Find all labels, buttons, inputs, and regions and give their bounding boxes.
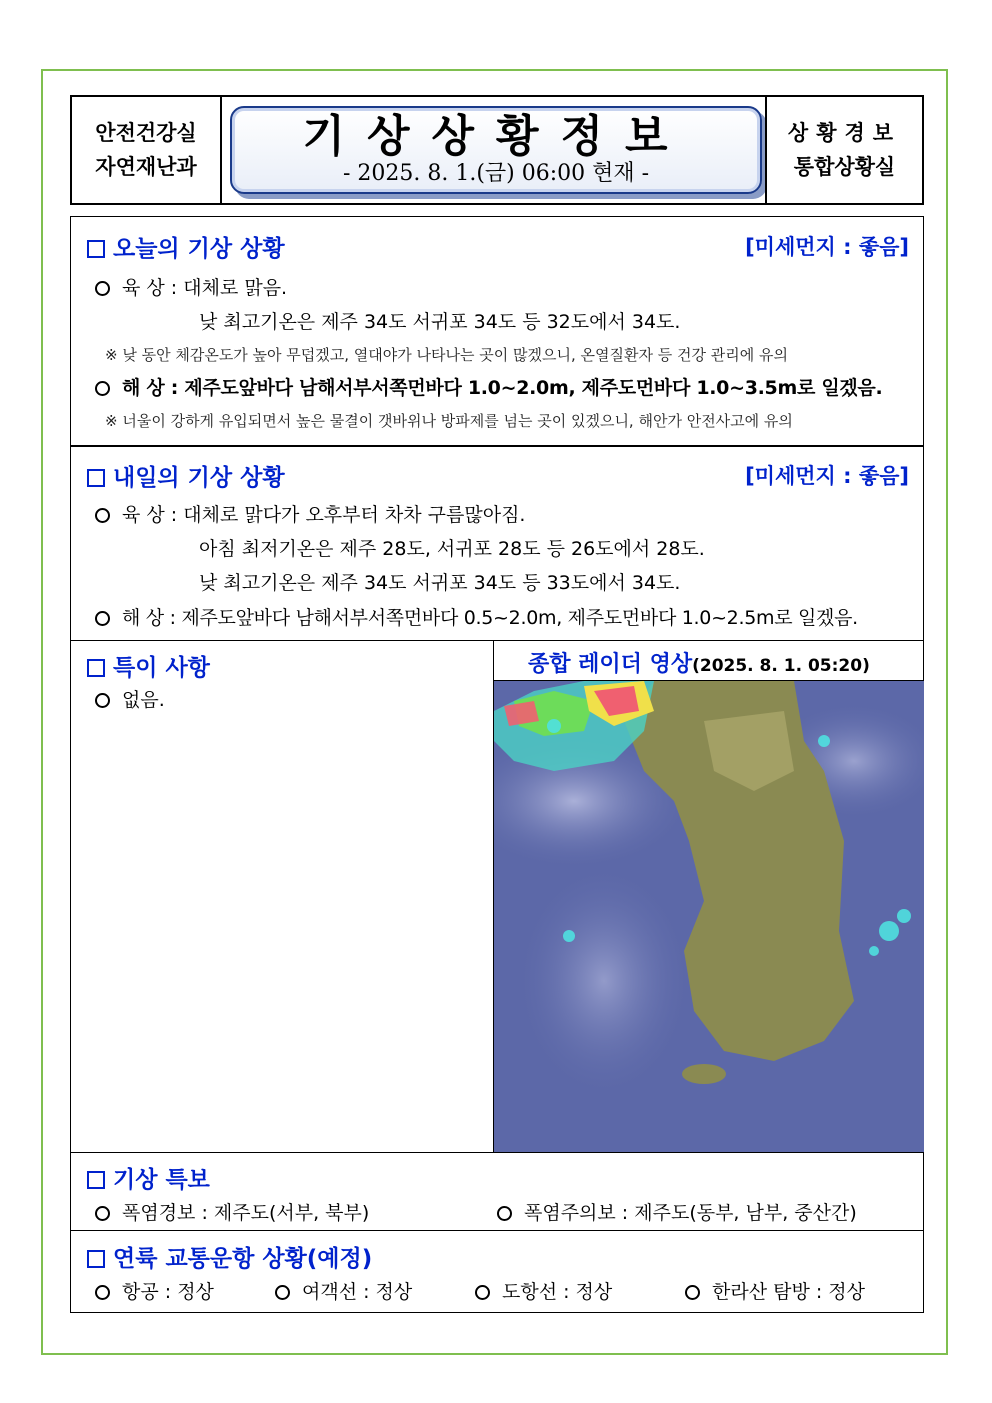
- circle-bullet-icon: [95, 508, 110, 523]
- today-section: [70, 216, 924, 446]
- checkbox-icon: [87, 1171, 105, 1189]
- circle-bullet-icon: [685, 1285, 700, 1300]
- special-title: 특이 사항: [87, 649, 210, 682]
- circle-bullet-icon: [95, 1206, 110, 1221]
- circle-bullet-icon: [95, 381, 110, 396]
- report-header: [70, 95, 924, 205]
- tomorrow-dust: [미세먼지 : 좋음]: [745, 464, 909, 488]
- today-land: 육 상 : 대체로 맑음.: [95, 273, 287, 300]
- radar-caption: [528, 647, 870, 678]
- warning-item-1: 폭염경보 : 제주도(서부, 북부): [95, 1198, 369, 1225]
- tomorrow-land: 육 상 : 대체로 맑다가 오후부터 차차 구름많아짐.: [95, 500, 525, 527]
- tomorrow-land-min: 아침 최저기온은 제주 28도, 서귀포 28도 등 26도에서 28도.: [199, 538, 705, 560]
- radar-image: [494, 681, 924, 1152]
- today-land-temp: 낮 최고기온은 제주 34도 서귀포 34도 등 32도에서 34도.: [199, 311, 681, 333]
- today-note-swell: ※ 너울이 강하게 유입되면서 높은 물결이 갯바위나 방파제를 넘는 곳이 있겠으니, 해안가 안전사고에 유의: [105, 412, 793, 430]
- issuer-left: [72, 97, 222, 203]
- issuer-division: 자연재난과: [95, 155, 197, 179]
- issuer-room: 통합상황실: [793, 155, 896, 179]
- radar-map-graphic: [494, 681, 924, 1152]
- traffic-item-ferry: 여객선 : 정상: [275, 1277, 412, 1304]
- checkbox-icon: [87, 240, 105, 258]
- checkbox-icon: [87, 469, 105, 487]
- warnings-title: 기상 특보: [87, 1161, 210, 1194]
- today-note-heat: ※ 낮 동안 체감온도가 높아 무덥겠고, 열대야가 나타나는 곳이 많겠으니, 온열질환자 등 건강 관리에 유의: [105, 346, 788, 364]
- traffic-section: [70, 1230, 924, 1313]
- circle-bullet-icon: [95, 611, 110, 626]
- today-sea: 해 상 : 제주도앞바다 남해서부서쪽먼바다 1.0~2.0m, 제주도먼바다 1.0~3.5m로 일겠음.: [95, 373, 882, 400]
- checkbox-icon: [87, 659, 105, 677]
- report-datetime: - 2025. 8. 1.(금) 06:00 현재 -: [342, 161, 650, 186]
- radar-title: 종합 레이더 영상: [528, 652, 693, 677]
- warning-item-2: 폭염주의보 : 제주도(동부, 남부, 중산간): [497, 1198, 857, 1225]
- tomorrow-section: [70, 446, 924, 641]
- special-item: 없음.: [95, 685, 165, 712]
- title-box: [230, 106, 762, 194]
- radar-header: [494, 640, 924, 681]
- checkbox-icon: [87, 1250, 105, 1268]
- today-dust: [미세먼지 : 좋음]: [745, 235, 909, 259]
- radar-time: (2025. 8. 1. 05:20): [692, 656, 870, 676]
- traffic-item-air: 항공 : 정상: [95, 1277, 214, 1304]
- tomorrow-sea: 해 상 : 제주도앞바다 남해서부서쪽먼바다 0.5~2.0m, 제주도먼바다 1.0~2.5m로 일겠음.: [95, 603, 858, 630]
- circle-bullet-icon: [475, 1285, 490, 1300]
- issuer-right: [765, 97, 922, 203]
- traffic-item-islandboat: 도항선 : 정상: [475, 1277, 612, 1304]
- circle-bullet-icon: [275, 1285, 290, 1300]
- circle-bullet-icon: [95, 693, 110, 708]
- page-title: 기상상황정보: [302, 111, 690, 162]
- traffic-title: 연륙 교통운항 상황(예정): [87, 1240, 372, 1273]
- circle-bullet-icon: [95, 1285, 110, 1300]
- issuer-office: 상황경보: [787, 121, 902, 145]
- circle-bullet-icon: [95, 281, 110, 296]
- issuer-dept: 안전건강실: [95, 121, 197, 145]
- today-title: 오늘의 기상 상황: [87, 230, 285, 263]
- circle-bullet-icon: [497, 1206, 512, 1221]
- tomorrow-title: 내일의 기상 상황: [87, 459, 285, 492]
- tomorrow-land-max: 낮 최고기온은 제주 34도 서귀포 34도 등 33도에서 34도.: [199, 572, 681, 594]
- traffic-item-hallasan: 한라산 탐방 : 정상: [685, 1277, 865, 1304]
- warnings-section: [70, 1152, 924, 1231]
